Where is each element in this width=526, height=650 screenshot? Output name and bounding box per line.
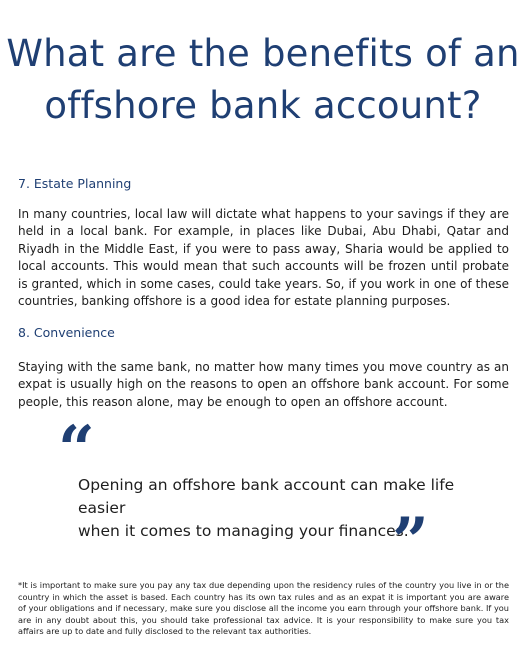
open-quote-icon: “: [58, 412, 95, 487]
close-quote-icon: ”: [392, 504, 429, 579]
section-body-convenience: Staying with the same bank, no matter how many times you move country as an expat is usually high on the reasons to open an offshore bank account. For some people, this reason alone, may be enough to open an offshore account.: [18, 360, 509, 409]
tax-footnote: *It is important to make sure you pay any tax due depending upon the residency rules of the country you live in or the country in which the asset is based. Each country has its own tax rules and as an expat it is important you are aware of your obligations and if necessary, make sure you disclose all the income you earn through your offshore bank. If you are in any doubt about this, you should take professional tax advice. It is your responsibility to make sure you tax affairs are up to date and fully disclosed to the relevant tax authorities.: [18, 580, 509, 637]
pull-quote-line-2: when it comes to managing your finances.: [78, 522, 409, 540]
pull-quote-line-1: Opening an offshore bank account can make life easier: [78, 476, 455, 517]
page-title-line-1: What are the benefits of an: [6, 32, 520, 75]
section-heading-estate-planning: 7. Estate Planning: [18, 176, 132, 191]
page-title: [0, 28, 526, 132]
section-heading-convenience: 8. Convenience: [18, 325, 115, 340]
section-body-estate-planning: In many countries, local law will dictate what happens to your savings if they are held in a local bank. For example, in places like Dubai, Abu Dhabi, Qatar and Riyadh in the Middle East, if you were to pass away, Sharia would be applied to local accounts. This would mean that such accounts will be frozen until probate is granted, which in some cases, could take years. So, if you work in one of these countries, banking offshore is a good idea for estate planning purposes.: [18, 207, 509, 309]
page-title-line-2: offshore bank account?: [44, 84, 482, 127]
